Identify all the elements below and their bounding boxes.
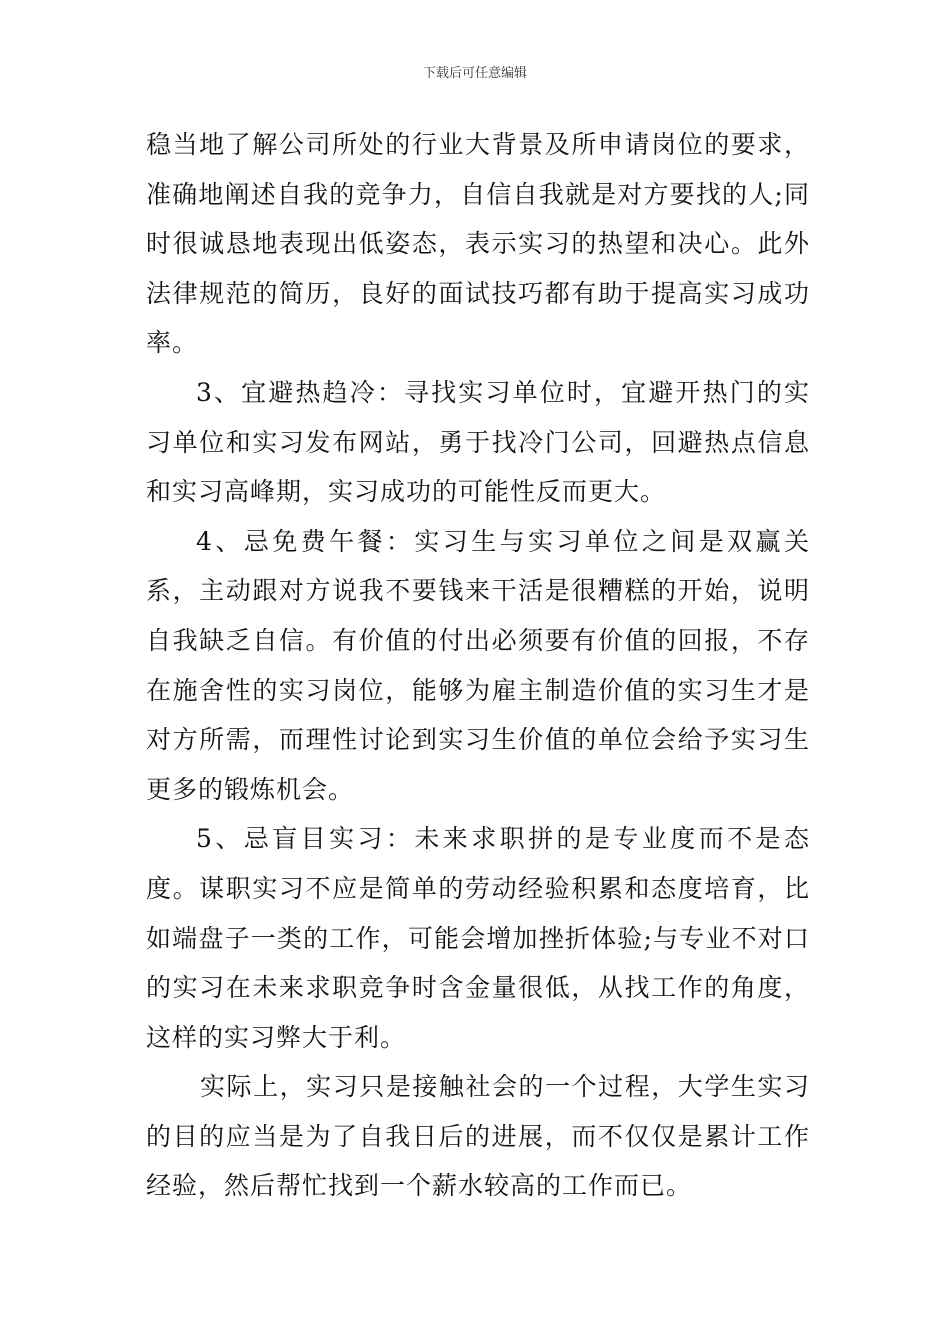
paragraph-continuation: 稳当地了解公司所处的行业大背景及所申请岗位的要求，准确地阐述自我的竞争力，自信自我就是对方要找的人;同时很诚恳地表现出低姿态，表示实习的热望和决心。此外法律规范的简历，良好的面试技巧都有助于提高实习成功率。: [146, 130, 810, 358]
paragraph-tip-5: 5、忌盲目实习：未来求职拼的是专业度而不是态度。谋职实习不应是简单的劳动经验积累和态度培育，比如端盘子一类的工作，可能会增加挫折体验;与专业不对口的实习在未来求职竞争时含金量很低，从找工作的角度，这样的实习弊大于利。: [146, 824, 810, 1052]
page-header-note: 下载后可任意编辑: [422, 66, 527, 81]
paragraph-conclusion: 实际上，实习只是接触社会的一个过程，大学生实习的目的应当是为了自我日后的进展，而不仅仅是累计工作经验，然后帮忙找到一个薪水较高的工作而已。: [146, 1072, 810, 1201]
document-body: [146, 120, 810, 1211]
paragraph-tip-4: 4、忌免费午餐：实习生与实习单位之间是双赢关系，主动跟对方说我不要钱来干活是很糟糕的开始，说明自我缺乏自信。有价值的付出必须要有价值的回报，不存在施舍性的实习岗位，能够为雇主制造价值的实习生才是对方所需，而理性讨论到实习生价值的单位会给予实习生更多的锻炼机会。: [146, 526, 810, 804]
paragraph-tip-3: 3、宜避热趋冷：寻找实习单位时，宜避开热门的实习单位和实习发布网站，勇于找冷门公司，回避热点信息和实习高峰期，实习成功的可能性反而更大。: [146, 377, 810, 507]
